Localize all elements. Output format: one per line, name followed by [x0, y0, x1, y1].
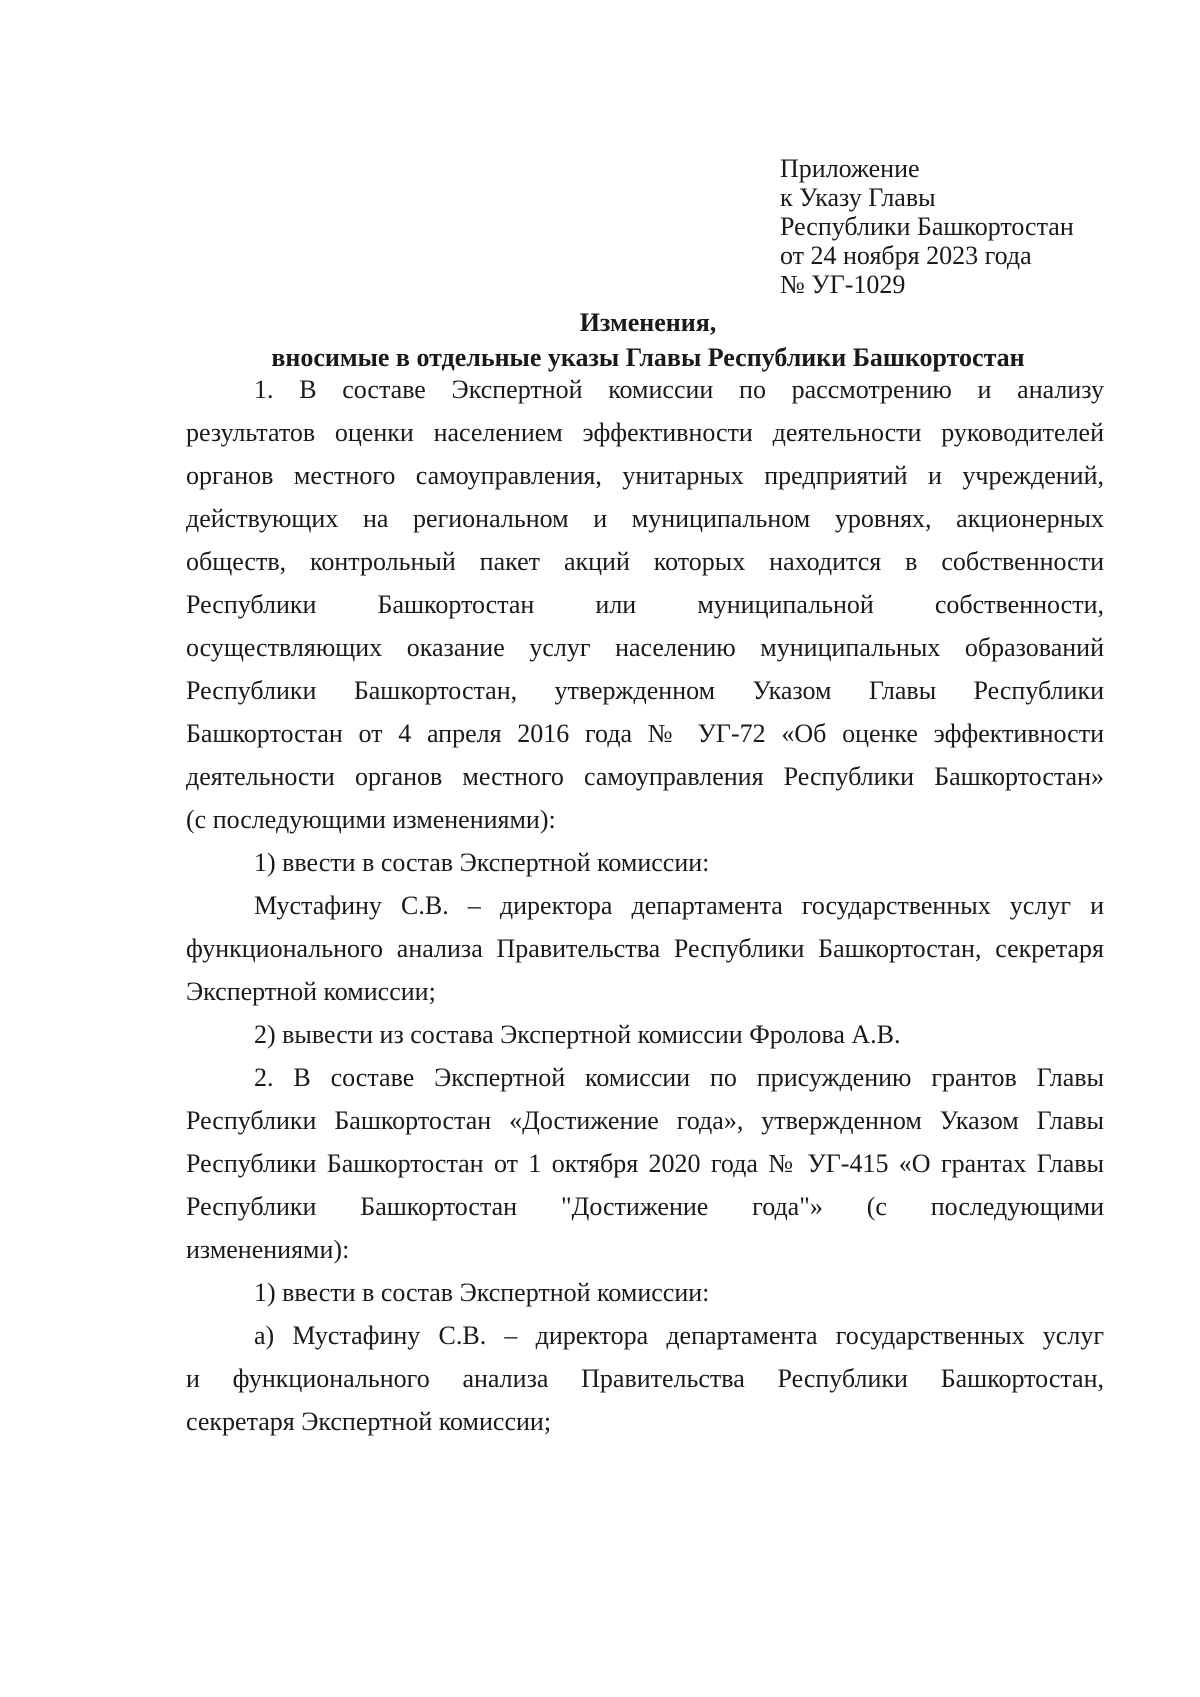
- paragraph-line: 1) ввести в состав Экспертной комиссии:: [254, 1278, 710, 1307]
- paragraph-line: а) Мустафину С.В. – директора департамента государственных услуг: [254, 1321, 1104, 1350]
- paragraph-line: Республики Башкортостан «Достижение года», утвержденном Указом Главы: [186, 1106, 1104, 1135]
- paragraph-line: секретаря Экспертной комиссии;: [186, 1407, 552, 1436]
- paragraph-line: обществ, контрольный пакет акций которых находится в собственности: [186, 547, 1104, 576]
- paragraph-line: Республики Башкортостан "Достижение года"» (с последующими: [186, 1192, 1104, 1221]
- paragraph-line: действующих на региональном и муниципальном уровнях, акционерных: [186, 504, 1104, 533]
- appendix-line: от 24 ноября 2023 года: [780, 241, 1032, 270]
- paragraph-line: изменениями):: [186, 1235, 350, 1264]
- paragraph-line: Республики Башкортостан или муниципальной собственности,: [186, 590, 1104, 619]
- document-subtitle: вносимые в отдельные указы Главы Республики Башкортостан: [271, 343, 1025, 372]
- paragraph-line: органов местного самоуправления, унитарных предприятий и учреждений,: [186, 461, 1104, 490]
- paragraph-line: 2) вывести из состава Экспертной комиссии Фролова А.В.: [254, 1020, 901, 1049]
- document-title: Изменения,: [579, 308, 717, 337]
- paragraph-line: функционального анализа Правительства Республики Башкортостан, секретаря: [186, 934, 1104, 963]
- paragraph-line: деятельности органов местного самоуправления Республики Башкортостан»: [186, 762, 1104, 791]
- paragraph-line: и функционального анализа Правительства Республики Башкортостан,: [186, 1364, 1104, 1393]
- paragraph-line: (с последующими изменениями):: [186, 805, 556, 834]
- paragraph-line: Экспертной комиссии;: [186, 977, 436, 1006]
- appendix-line: к Указу Главы: [780, 183, 936, 212]
- paragraph-line: 1) ввести в состав Экспертной комиссии:: [254, 848, 710, 877]
- paragraph-line: Республики Башкортостан от 1 октября 2020 года № УГ-415 «О грантах Главы: [186, 1149, 1104, 1178]
- paragraph-line: Мустафину С.В. – директора департамента государственных услуг и: [254, 891, 1104, 920]
- appendix-header: [780, 154, 1160, 299]
- paragraph-line: Республики Башкортостан, утвержденном Указом Главы Республики: [186, 676, 1104, 705]
- appendix-line: № УГ-1029: [780, 270, 906, 299]
- appendix-line: Приложение: [780, 154, 920, 183]
- paragraph-line: результатов оценки населением эффективности деятельности руководителей: [186, 418, 1104, 447]
- paragraph-line: Башкортостан от 4 апреля 2016 года № УГ-72 «Об оценке эффективности: [186, 719, 1104, 748]
- paragraph-line: 2. В составе Экспертной комиссии по присуждению грантов Главы: [254, 1063, 1104, 1092]
- appendix-line: Республики Башкортостан: [780, 212, 1074, 241]
- paragraph-line: осуществляющих оказание услуг населению муниципальных образований: [186, 633, 1104, 662]
- paragraph-line: 1. В составе Экспертной комиссии по рассмотрению и анализу: [254, 375, 1104, 404]
